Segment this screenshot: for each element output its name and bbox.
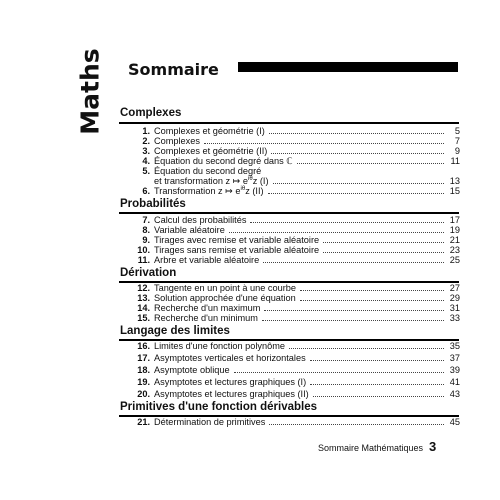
section-title-probabilites: Probabilités xyxy=(120,198,186,210)
section-title-primitives: Primitives d'une fonction dérivables xyxy=(120,401,318,413)
dot-leader xyxy=(263,260,444,263)
entry-page: 29 xyxy=(449,293,460,303)
entry-page: 11 xyxy=(450,156,460,166)
dot-leader xyxy=(310,358,444,361)
entry-number: 15. xyxy=(137,313,150,323)
entry-page: 33 xyxy=(449,313,460,323)
toc-entry[interactable] xyxy=(130,416,460,427)
entry-page: 23 xyxy=(449,245,460,255)
toc-entry[interactable] xyxy=(130,254,460,265)
entry-label: Complexes et géométrie (II) xyxy=(154,146,268,156)
entry-page: 9 xyxy=(454,146,460,156)
side-tab-label: Maths xyxy=(75,47,105,135)
entry-page: 15 xyxy=(449,186,460,196)
dot-leader xyxy=(268,191,444,194)
dot-leader xyxy=(297,161,444,164)
entry-page: 27 xyxy=(449,283,460,293)
entry-label: Asymptotes et lectures graphiques (I) xyxy=(154,377,307,387)
entry-number: 11. xyxy=(137,255,150,265)
entry-number: 1. xyxy=(142,126,150,136)
entry-label: Détermination de primitives xyxy=(154,417,266,427)
entry-number: 16. xyxy=(137,341,150,351)
entry-label: Limites d'une fonction polynôme xyxy=(154,341,285,351)
section-title-derivation: Dérivation xyxy=(120,267,177,279)
title-bar xyxy=(238,62,458,72)
entry-page: 17 xyxy=(449,215,460,225)
dot-leader xyxy=(300,298,444,301)
toc-entry[interactable] xyxy=(130,352,460,363)
dot-leader xyxy=(271,151,444,154)
dot-leader xyxy=(310,382,444,385)
toc-entry[interactable] xyxy=(130,312,460,323)
entry-label: Asymptotes et lectures graphiques (II) xyxy=(154,389,309,399)
entry-label: Transformation z ↦ $e^{i\theta}z$ (II) xyxy=(154,185,264,196)
dot-leader xyxy=(234,370,444,373)
entry-page: 13 xyxy=(449,176,460,186)
entry-label: Complexes et géométrie (I) xyxy=(154,126,265,136)
entry-number: 2. xyxy=(142,136,150,146)
dot-leader xyxy=(323,240,444,243)
entry-page: 39 xyxy=(449,365,460,375)
entry-number: 21. xyxy=(137,417,150,427)
entry-number: 3. xyxy=(142,146,150,156)
toc-entry[interactable] xyxy=(130,185,460,196)
dot-leader xyxy=(300,288,444,291)
entry-page: 41 xyxy=(449,377,460,387)
entry-label: Calcul des probabilités xyxy=(154,215,247,225)
toc-entry[interactable] xyxy=(130,340,460,351)
entry-label: et transformation z ↦ $e^{i\theta}z$ (I) xyxy=(154,175,269,186)
entry-page: 35 xyxy=(449,341,460,351)
entry-page: 31 xyxy=(449,303,460,313)
entry-number: 9. xyxy=(142,235,150,245)
section-title-limites: Langage des limites xyxy=(120,325,230,337)
entry-page: 25 xyxy=(449,255,460,265)
entry-number: 20. xyxy=(137,389,150,399)
dot-leader xyxy=(273,181,444,184)
dot-leader xyxy=(313,394,444,397)
toc-entry[interactable] xyxy=(130,376,460,387)
page-title: Sommaire xyxy=(128,60,219,79)
dot-leader xyxy=(204,141,444,144)
entry-label: Recherche d'un maximum xyxy=(154,303,261,313)
entry-page: 21 xyxy=(449,235,460,245)
entry-number: 12. xyxy=(137,283,150,293)
dot-leader xyxy=(262,318,444,321)
entry-label: Tangente en un point à une courbe xyxy=(154,283,297,293)
entry-label: Asymptotes verticales et horizontales xyxy=(154,353,306,363)
section-title-complexes: Complexes xyxy=(120,107,182,119)
dot-leader xyxy=(269,422,444,425)
dot-leader xyxy=(289,346,444,349)
entry-page: 45 xyxy=(449,417,460,427)
entry-number: 19. xyxy=(137,377,150,387)
entry-number: 10. xyxy=(137,245,150,255)
entry-label: Tirages avec remise et variable aléatoire xyxy=(154,235,320,245)
entry-label: Solution approchée d'une équation xyxy=(154,293,296,303)
dot-leader xyxy=(323,250,444,253)
entry-number: 6. xyxy=(142,186,150,196)
entry-page: 19 xyxy=(449,225,460,235)
dot-leader xyxy=(229,230,444,233)
entry-page: 5 xyxy=(454,126,460,136)
entry-label: Tirages sans remise et variable aléatoire xyxy=(154,245,320,255)
footer-text: Sommaire Mathématiques xyxy=(318,443,424,453)
page-footer xyxy=(318,439,436,454)
dot-leader xyxy=(269,131,444,134)
entry-page: 37 xyxy=(449,353,460,363)
entry-number: 13. xyxy=(137,293,150,303)
entry-number: 17. xyxy=(137,353,150,363)
entry-label: Équation du second degré xyxy=(154,166,262,176)
toc-entry[interactable] xyxy=(130,364,460,375)
side-tab xyxy=(70,47,110,135)
entry-number: 8. xyxy=(142,225,150,235)
entry-number: 14. xyxy=(137,303,150,313)
dot-leader xyxy=(264,308,444,311)
entry-number: 7. xyxy=(142,215,150,225)
entry-label: Complexes xyxy=(154,136,200,146)
entry-page: 43 xyxy=(449,389,460,399)
entry-label: Asymptote oblique xyxy=(154,365,230,375)
entry-number: 5. xyxy=(142,166,150,176)
entry-number: 18. xyxy=(137,365,150,375)
section-rule xyxy=(119,122,459,124)
entry-number: 4. xyxy=(142,156,150,166)
entry-page: 7 xyxy=(454,136,460,146)
page-number: 3 xyxy=(429,439,437,454)
entry-label: Recherche d'un minimum xyxy=(154,313,258,323)
entry-label: Variable aléatoire xyxy=(154,225,225,235)
entry-label: Arbre et variable aléatoire xyxy=(154,255,260,265)
dot-leader xyxy=(250,220,444,223)
entry-label: Équation du second degré dans ℂ xyxy=(154,156,293,166)
toc-entry[interactable] xyxy=(130,388,460,399)
